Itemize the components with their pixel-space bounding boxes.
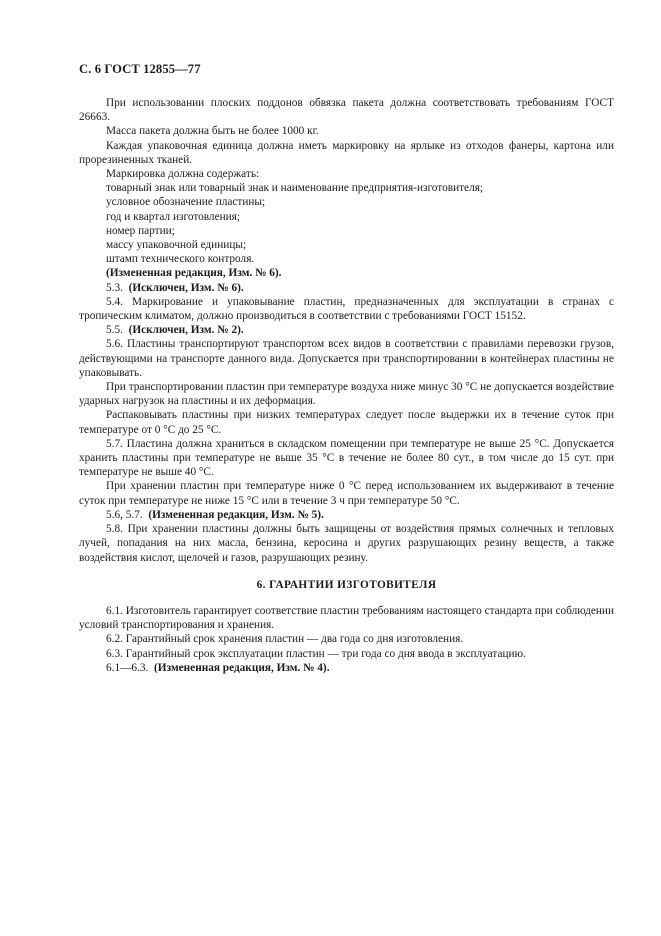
- clause-5-8: 5.8. При хранении пластины должны быть защищены от воздействия прямых солнечных и тепловых лучей, попадания на них масла, бензина, керосина и других разрушающих резину веществ, а также воздействия кислот, щелочей и газов, разрушающих резину.: [79, 523, 614, 564]
- document-body: [79, 96, 614, 675]
- paragraph-package-mass: Масса пакета должна быть не более 1000 кг.: [106, 125, 319, 138]
- clause-note: (Исключен, Изм. № 2).: [128, 324, 244, 337]
- clause-5-7: 5.7. Пластина должна храниться в складском помещении при температуре не выше 25 °С. Допускается хранить пластины при температуре не выше 35 °С в течение не более 80 сут., в том числе до 15 сут. при температуре не выше 40 °С.: [79, 437, 614, 479]
- clause-6-1-6-3-amendment: [79, 661, 614, 675]
- clause-5-6-unpacking: Распаковывать пластины при низких температурах следует после выдержки их в течение суток при температуре от 0 °С до 25 °С.: [79, 409, 614, 436]
- paragraph-marking-contents: Маркировка должна содержать:: [106, 168, 260, 181]
- amendment-note-6: [79, 266, 614, 280]
- marking-item: условное обозначение пластины;: [106, 196, 266, 209]
- clause-5-3: [79, 281, 614, 295]
- clause-note: (Измененная редакция, Изм. № 4).: [154, 661, 330, 674]
- marking-item: массу упаковочной единицы;: [106, 239, 247, 252]
- clause-5-4: 5.4. Маркирование и упаковывание пластин, предназначенных для эксплуатации в странах с тропическим климатом, должно производиться в соответствии с требованиями ГОСТ 15152.: [79, 295, 614, 323]
- paragraph-pallet-binding: При использовании плоских поддонов обвязка пакета должна соответствовать требованиям ГОСТ 26663.: [79, 97, 614, 124]
- clause-note: (Измененная редакция, Изм. № 5).: [148, 508, 324, 521]
- clause-6-3: 6.3. Гарантийный срок эксплуатации пластин — три года со дня ввода в эксплуатацию.: [106, 647, 526, 660]
- clause-5-6-low-temp-transport: При транспортировании пластин при температуре воздуха ниже минус 30 °С не допускается воздействие ударных нагрузок на пластины и их деформация.: [79, 381, 614, 408]
- clause-number: 5.5.: [106, 324, 123, 337]
- marking-item: год и квартал изготовления;: [106, 210, 241, 223]
- section-6-title: 6. ГАРАНТИИ ИЗГОТОВИТЕЛЯ: [256, 578, 437, 591]
- clause-number: 5.6, 5.7.: [106, 508, 143, 521]
- clause-5-5: [79, 323, 614, 337]
- clause-6-1: 6.1. Изготовитель гарантирует соответствие пластин требованиям настоящего стандарта при соблюдении условий транспортирования и хранения.: [79, 604, 614, 632]
- marking-item: товарный знак или товарный знак и наименование предприятия-изготовителя;: [106, 182, 484, 195]
- clause-5-6-5-7-amendment: [79, 508, 614, 522]
- marking-item: штамп технического контроля.: [106, 253, 255, 266]
- clause-5-6: 5.6. Пластины транспортируют транспортом всех видов в соответствии с правилами перевозки грузов, действующими на транспорте данного вида. Допускается при транспортировании в контейнерах пластины не упаковывать.: [79, 338, 614, 379]
- clause-6-2: 6.2. Гарантийный срок хранения пластин — два года со дня изготовления.: [106, 633, 464, 646]
- clause-number: 5.3.: [106, 281, 123, 294]
- clause-note: (Исключен, Изм. № 6).: [128, 281, 244, 294]
- paragraph-labeling: Каждая упаковочная единица должна иметь маркировку на ярлыке из отходов фанеры, картона или прорезиненных тканей.: [79, 139, 614, 166]
- amendment-note-text: (Измененная редакция, Изм. № 6).: [106, 267, 282, 280]
- clause-number: 6.1—6.3.: [106, 661, 149, 674]
- clause-5-7-conditioning: При хранении пластин при температуре ниже 0 °С перед использованием их выдерживают в течение суток при температуре не ниже 15 °С или в течение 3 ч при температуре 50 °С.: [79, 480, 614, 507]
- marking-item: номер партии;: [106, 224, 175, 237]
- page-header: С. 6 ГОСТ 12855—77: [79, 62, 201, 76]
